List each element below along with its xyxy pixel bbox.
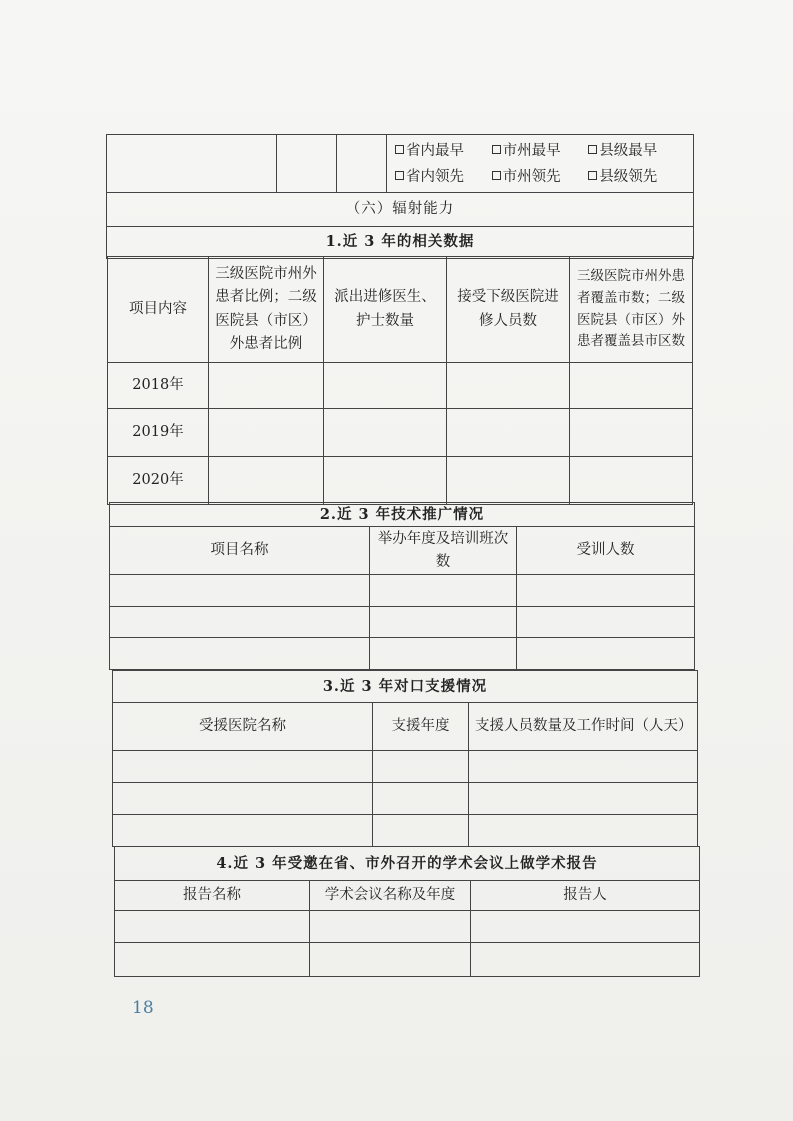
sub1-data-table bbox=[107, 256, 693, 505]
option-city-leading[interactable]: 市州领先 bbox=[492, 164, 584, 190]
sub3-title: 3.近 3 年对口支援情况 bbox=[113, 671, 698, 703]
header-report-name: 报告名称 bbox=[115, 881, 310, 911]
checkbox-icon[interactable] bbox=[395, 145, 404, 154]
checkbox-icon[interactable] bbox=[492, 145, 501, 154]
sub3-counterpart-support-table bbox=[112, 670, 698, 847]
header-coverage: 三级医院市州外患者覆盖市数；二级医院县（市区）外患者覆盖县市区数 bbox=[570, 257, 693, 363]
option-county-earliest[interactable]: 县级最早 bbox=[588, 138, 680, 164]
header-training-sessions: 举办年度及培训班次数 bbox=[370, 527, 517, 575]
header-received-trainees: 接受下级医院进修人员数 bbox=[447, 257, 570, 363]
option-county-leading[interactable]: 县级领先 bbox=[588, 164, 680, 190]
checkbox-icon[interactable] bbox=[588, 145, 597, 154]
checkbox-options-table bbox=[106, 134, 694, 259]
checkbox-icon[interactable] bbox=[588, 171, 597, 180]
header-support-staff-time: 支援人员数量及工作时间（人天） bbox=[469, 703, 698, 751]
page-number: 18 bbox=[132, 998, 154, 1018]
option-province-leading[interactable]: 省内领先 bbox=[395, 164, 487, 190]
sub2-tech-promotion-table bbox=[109, 502, 695, 670]
sub4-title: 4.近 3 年受邀在省、市外召开的学术会议上做学术报告 bbox=[115, 847, 700, 881]
section-title: （六）辐射能力 bbox=[107, 193, 694, 227]
header-conference-name: 学术会议名称及年度 bbox=[310, 881, 471, 911]
header-item-content: 项目内容 bbox=[108, 257, 209, 363]
header-sent-staff: 派出进修医生、护士数量 bbox=[324, 257, 447, 363]
year-2018: 2018年 bbox=[108, 363, 209, 409]
checkbox-icon[interactable] bbox=[492, 171, 501, 180]
year-2020: 2020年 bbox=[108, 457, 209, 505]
header-trainees: 受训人数 bbox=[517, 527, 695, 575]
header-project-name: 项目名称 bbox=[110, 527, 370, 575]
year-2019: 2019年 bbox=[108, 409, 209, 457]
sub2-title: 2.近 3 年技术推广情况 bbox=[110, 503, 695, 527]
option-province-earliest[interactable]: 省内最早 bbox=[395, 138, 487, 164]
checkbox-icon[interactable] bbox=[395, 171, 404, 180]
option-city-earliest[interactable]: 市州最早 bbox=[492, 138, 584, 164]
sub1-title: 1.近 3 年的相关数据 bbox=[107, 227, 694, 259]
level-options bbox=[387, 135, 694, 193]
header-supported-hospital: 受援医院名称 bbox=[113, 703, 373, 751]
sub4-academic-report-table bbox=[114, 846, 700, 977]
header-support-year: 支援年度 bbox=[373, 703, 469, 751]
header-reporter: 报告人 bbox=[471, 881, 700, 911]
header-patient-ratio: 三级医院市州外患者比例；二级医院县（市区）外患者比例 bbox=[209, 257, 324, 363]
